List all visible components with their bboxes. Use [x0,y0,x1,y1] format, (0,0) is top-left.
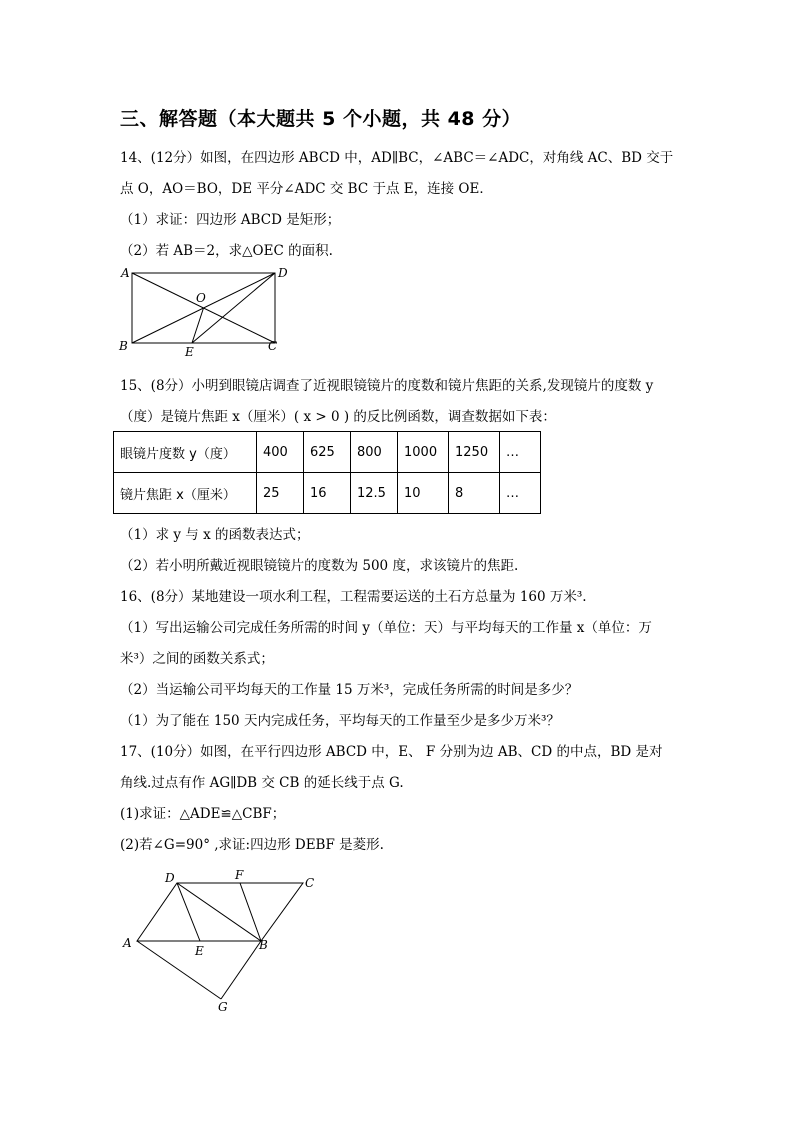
label-a: A [123,936,132,950]
q15-line2: （度）是镜片焦距 x（厘米）( x > 0 ) 的反比例函数，调查数据如下表： [120,409,556,425]
label-c: C [305,876,315,890]
q15-line1: 15、(8分）小明到眼镜店调查了近视眼镜镜片的度数和镜片焦距的关系,发现镜片的度数 y [120,378,654,394]
table-cell: 1000 [398,432,449,473]
q14-line1: 14、(12分）如图，在四边形 ABCD 中，AD∥BC，∠ABC＝∠ADC，对角线 AC、BD 交于 [120,150,674,166]
q14-part1: （1）求证：四边形 ABCD 是矩形； [120,212,341,228]
q16-line1: 16、(8分）某地建设一项水利工程，工程需要运送的土石方总量为 160 万米³. [120,589,587,605]
label-f: F [235,868,244,882]
table-cell: … [500,432,541,473]
label-d: D [165,871,175,885]
label-c: C [268,339,278,353]
table-cell: 800 [351,432,398,473]
parallelogram-abcd [137,883,303,941]
label-d: D [278,266,288,280]
q17-line2: 角线.过点有作 AG∥DB 交 CB 的延长线于点 G. [120,775,404,791]
segment-de [177,883,200,941]
table-cell: 16 [304,473,351,514]
q14-line2: 点 O，AO＝BO，DE 平分∠ADC 交 BC 于点 E，连接 OE． [120,181,493,197]
label-e: E [195,944,204,958]
label-g: G [218,1000,228,1014]
segment-bg [221,941,261,999]
q14-rectangle-figure [110,262,295,362]
table-row [114,473,541,514]
label-e: E [185,345,194,359]
q17-part1: (1)求证：△ADE≌△CBF； [120,806,286,822]
q15-part2: （2）若小明所戴近视眼镜镜片的度数为 500 度，求该镜片的焦距. [120,558,519,574]
q17-parallelogram-figure [115,865,330,1015]
segment-fb [240,883,261,941]
label-b: B [119,339,128,353]
q17-line1: 17、(10分）如图，在平行四边形 ABCD 中，E、 F 分别为边 AB、CD 的中点，BD 是对 [120,744,663,760]
table-cell: 400 [257,432,304,473]
q14-part2: （2）若 AB＝2，求△OEC 的面积. [120,243,333,259]
label-a: A [121,266,130,280]
section-title: 三、解答题（本大题共 5 个小题，共 48 分） [120,108,522,130]
table-cell: 12.5 [351,473,398,514]
table-cell: … [500,473,541,514]
label-o: O [196,291,206,305]
table-cell: 1250 [449,432,500,473]
label-b: B [259,938,268,952]
q15-part1: （1）求 y 与 x 的函数表达式； [120,527,310,543]
table-cell: 625 [304,432,351,473]
diagonal-bd [177,883,261,941]
q16-part2: （2）当运输公司平均每天的工作量 15 万米³，完成任务所需的时间是多少？ [120,682,579,698]
segment-ag [137,941,221,999]
table-row-header: 镜片焦距 x（厘米） [114,473,257,514]
table-row-header: 眼镜片度数 y（度） [114,432,257,473]
q16-part1a: （1）写出运输公司完成任务所需的时间 y（单位：天）与平均每天的工作量 x（单位：万 [120,620,652,636]
table-cell: 8 [449,473,500,514]
q17-part2: (2)若∠G=90° ,求证:四边形 DEBF 是菱形. [120,837,384,853]
table-cell: 25 [257,473,304,514]
q15-data-table [113,431,541,514]
q16-part3: （1）为了能在 150 天内完成任务，平均每天的工作量至少是多少万米³？ [120,713,560,729]
q16-part1b: 米³）之间的函数关系式； [120,651,274,667]
table-cell: 10 [398,473,449,514]
table-row [114,432,541,473]
